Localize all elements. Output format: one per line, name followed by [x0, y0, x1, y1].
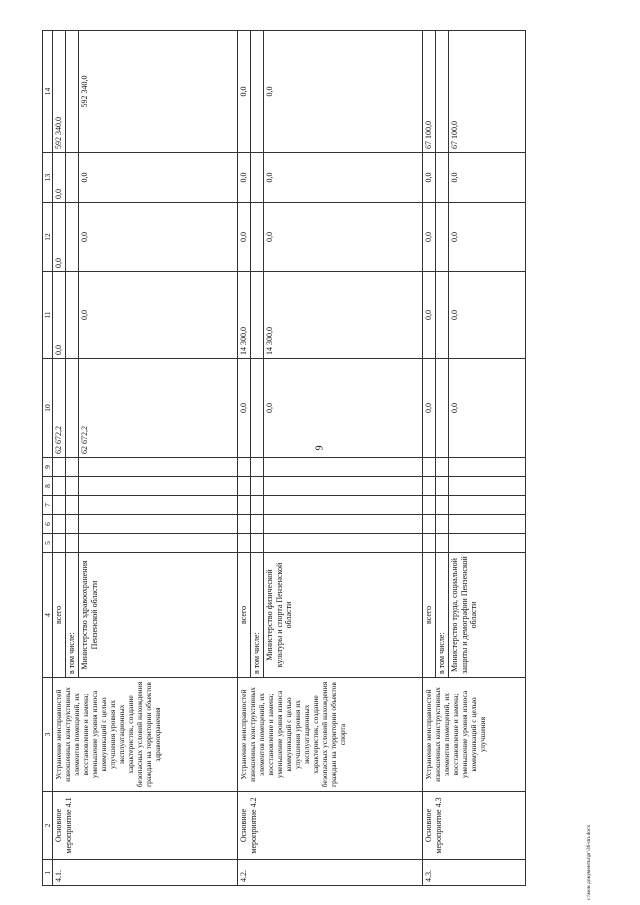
event-name: Основное мероприятие 4.2: [238, 792, 423, 860]
event-name: Основное мероприятие 4.3: [423, 792, 526, 860]
value-cell: 0,0: [79, 153, 238, 203]
including-label: в том числе:: [66, 553, 79, 678]
total-label: всего: [238, 553, 251, 678]
row-number: 4.1.: [53, 860, 238, 886]
program-measures-table: [42, 30, 526, 886]
col-header: 14: [43, 31, 53, 153]
value-cell: 0,0: [53, 153, 66, 203]
value-cell: 0,0: [449, 272, 526, 359]
value-cell: 0,0: [449, 203, 526, 272]
value-cell: 62 672,2: [53, 359, 66, 458]
including-label: в том числе:: [436, 553, 449, 678]
value-cell: 0,0: [53, 203, 66, 272]
file-path-footer: c:\мои документы\рг\36-пп.docx: [586, 824, 592, 900]
value-cell: 0,0: [264, 359, 423, 458]
value-cell: 0,0: [264, 203, 423, 272]
value-cell: 0,0: [449, 153, 526, 203]
including-label: в том числе:: [251, 553, 264, 678]
value-cell: 0,0: [53, 272, 66, 359]
value-cell: 0,0: [423, 203, 436, 272]
col-header: 10: [43, 359, 53, 458]
col-header: 4: [43, 553, 53, 678]
value-cell: 0,0: [264, 31, 423, 153]
table-row: [238, 31, 251, 886]
col-header: 5: [43, 534, 53, 553]
value-cell: 0,0: [79, 203, 238, 272]
event-description: Устранение неисправностей изношенных конструктивных элементов помещений, их восстановление и замена; уменьшение уровня износа коммуникаций с целью улучшения уровня их эксплуатационных характеристик, создание безопасных условий нахождения граждан на территории объектов спорта: [238, 678, 423, 792]
table-row: [423, 31, 436, 886]
row-number: 4.2.: [238, 860, 423, 886]
value-cell: 0,0: [238, 203, 251, 272]
value-cell: 0,0: [423, 359, 436, 458]
event-description: Устранение неисправностей изношенных конструктивных элементов помещений, их восстановление и замена; уменьшение уровня износа коммуникаций с целью улучшения: [423, 678, 526, 792]
total-label: всего: [423, 553, 436, 678]
value-cell: 0,0: [423, 153, 436, 203]
executor: Министерство физической культуры и спорта Пензенской области: [264, 553, 423, 678]
rotated-table-container: [42, 31, 580, 886]
value-cell: 62 672,2: [79, 359, 238, 458]
value-cell: 0,0: [238, 31, 251, 153]
value-cell: 0,0: [79, 272, 238, 359]
col-header: 3: [43, 678, 53, 792]
value-cell: 592 340,0: [53, 31, 66, 153]
value-cell: 0,0: [238, 153, 251, 203]
value-cell: 14 300,0: [264, 272, 423, 359]
col-header: 7: [43, 496, 53, 515]
value-cell: 0,0: [449, 359, 526, 458]
event-name: Основное мероприятие 4.1: [53, 792, 238, 860]
executor: Министерство здравоохранения Пензенской области: [79, 553, 238, 678]
col-header: 1: [43, 860, 53, 886]
col-header: 13: [43, 153, 53, 203]
col-header: 9: [43, 458, 53, 477]
value-cell: 0,0: [423, 272, 436, 359]
col-header: 12: [43, 203, 53, 272]
row-number: 4.3.: [423, 860, 526, 886]
col-header: 2: [43, 792, 53, 860]
column-number-row: [43, 31, 53, 886]
table-row: [53, 31, 66, 886]
total-label: всего: [53, 553, 66, 678]
col-header: 8: [43, 477, 53, 496]
col-header: 6: [43, 515, 53, 534]
value-cell: 67 100,0: [423, 31, 436, 153]
page-number: 9: [314, 445, 326, 451]
value-cell: 592 340,0: [79, 31, 238, 153]
value-cell: 0,0: [264, 153, 423, 203]
value-cell: 0,0: [238, 359, 251, 458]
event-description: Устранение неисправностей изношенных конструктивных элементов помещений, их восстановление и замена; уменьшение уровня износа коммуникаций с целью улучшения уровня их эксплуатационных характеристик, создание безопасных условий нахождения граждан на территории объектов здравоохранения: [53, 678, 238, 792]
value-cell: 14 300,0: [238, 272, 251, 359]
col-header: 11: [43, 272, 53, 359]
executor: Министерство труда, социальной защиты и демографии Пензенской области: [449, 553, 526, 678]
value-cell: 67 100,0: [449, 31, 526, 153]
